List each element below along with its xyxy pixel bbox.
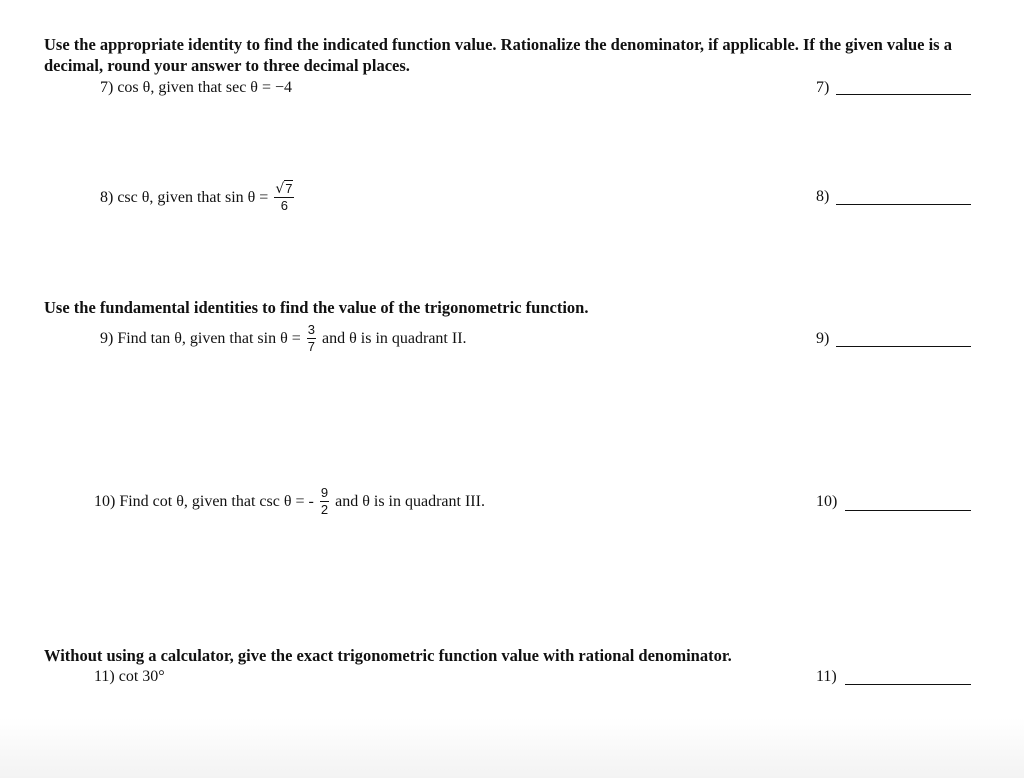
fraction-denominator: 6 xyxy=(280,198,289,213)
problem-11: 11) cot 30° xyxy=(94,668,165,685)
problem-9 xyxy=(100,324,467,355)
fraction-numerator xyxy=(274,182,294,198)
answer-label-7: 7) xyxy=(816,79,830,96)
answer-label-10: 10) xyxy=(816,493,838,510)
answer-blank-10[interactable] xyxy=(845,510,971,511)
problem-9-text: 9) Find tan θ, given that sin θ = xyxy=(100,330,305,348)
instructions-identity: Use the appropriate identity to find the indicated function value. Rationalize the denominator, if applicable. If the given value is a decimal, round your answer to three decimal places. xyxy=(44,35,952,75)
fraction-9-over-2 xyxy=(320,486,329,517)
answer-blank-11[interactable] xyxy=(845,684,971,685)
answer-label-9: 9) xyxy=(816,330,830,347)
sqrt-icon: √ xyxy=(275,181,285,197)
instructions-fundamental: Use the fundamental identities to find the value of the trigonometric function. xyxy=(44,298,589,317)
fraction-denominator: 7 xyxy=(307,339,316,354)
problem-10 xyxy=(94,487,485,518)
fraction-numerator: 3 xyxy=(307,322,316,337)
instructions-exact-value: Without using a calculator, give the exact trigonometric function value with rational denominator. xyxy=(44,646,732,665)
fraction-numerator: 9 xyxy=(320,485,329,500)
answer-label-8: 8) xyxy=(816,188,830,205)
problem-10-text: 10) Find cot θ, given that csc θ = - xyxy=(94,493,318,511)
problem-8-text: 8) csc θ, given that sin θ = xyxy=(100,189,273,207)
problem-9-suffix: and θ is in quadrant II. xyxy=(318,330,467,348)
answer-label-11: 11) xyxy=(816,668,837,685)
problem-10-suffix: and θ is in quadrant III. xyxy=(331,493,485,511)
page-bottom-shadow xyxy=(0,718,1024,778)
answer-blank-7[interactable] xyxy=(836,94,971,95)
fraction-denominator: 2 xyxy=(320,502,329,517)
fraction-3-over-7 xyxy=(307,323,316,354)
fraction-sqrt7-over-6 xyxy=(274,182,294,213)
answer-blank-8[interactable] xyxy=(836,204,971,205)
problem-8 xyxy=(100,183,296,214)
radicand: 7 xyxy=(285,181,293,196)
problem-7: 7) cos θ, given that sec θ = −4 xyxy=(100,79,292,96)
answer-blank-9[interactable] xyxy=(836,346,971,347)
